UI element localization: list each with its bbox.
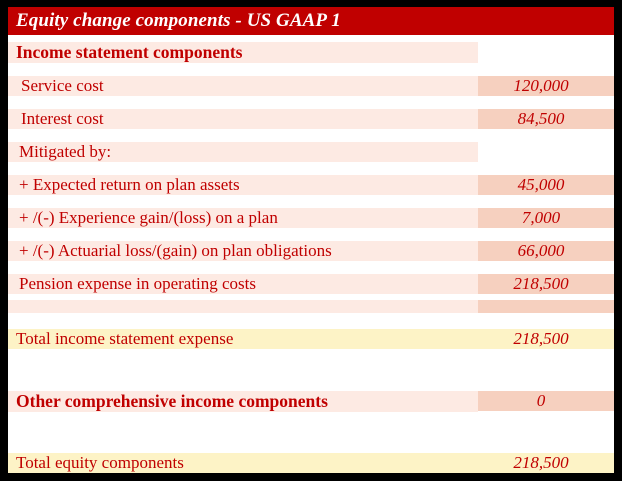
table-row-total-income-statement: [8, 321, 614, 357]
section-header-oci: Other comprehensive income components: [8, 391, 478, 412]
table-row: [8, 234, 614, 267]
row-label-total-income-statement-expense: Total income statement expense: [8, 329, 478, 349]
equity-change-table: [8, 7, 614, 472]
table-row: [8, 35, 614, 69]
oci-spacer-top: [8, 366, 614, 384]
row-value-service-cost: 120,000: [478, 76, 614, 96]
section-header-income-statement: Income statement components: [8, 42, 478, 63]
row-label-total-equity-components: Total equity components: [8, 453, 478, 473]
section-spacer-label: [8, 300, 478, 313]
oci-spacer-bottom: [8, 418, 614, 436]
section-spacer: [8, 300, 614, 313]
table-row-total-equity: [8, 445, 614, 481]
table-row: [8, 69, 614, 102]
row-label-pension-expense-operating-costs: Pension expense in operating costs: [8, 274, 478, 294]
row-value-interest-cost: 84,500: [478, 109, 614, 129]
table-row-oci: [8, 384, 614, 418]
row-label-mitigated-by: Mitigated by:: [8, 142, 478, 162]
row-divider: [8, 313, 614, 321]
section-value-oci: 0: [478, 391, 614, 411]
row-value-total-income-statement-expense: 218,500: [478, 329, 614, 349]
row-label-service-cost: Service cost: [8, 76, 478, 96]
row-divider: [8, 436, 614, 445]
row-label-interest-cost: Interest cost: [8, 109, 478, 129]
row-value-pension-expense-operating-costs: 218,500: [478, 274, 614, 294]
row-value-actuarial-loss-gain: 66,000: [478, 241, 614, 261]
row-label-experience-gain-loss: + /(-) Experience gain/(loss) on a plan: [8, 208, 478, 228]
page-title: Equity change components - US GAAP 1: [8, 7, 614, 35]
row-value-expected-return-on-plan-assets: 45,000: [478, 175, 614, 195]
row-label-actuarial-loss-gain: + /(-) Actuarial loss/(gain) on plan obligations: [8, 241, 478, 261]
row-value-experience-gain-loss: 7,000: [478, 208, 614, 228]
table-row: [8, 201, 614, 234]
row-divider: [8, 357, 614, 366]
row-label-expected-return-on-plan-assets: + Expected return on plan assets: [8, 175, 478, 195]
table-body: [8, 35, 614, 481]
table-row: [8, 135, 614, 168]
table-row: [8, 102, 614, 135]
row-value-total-equity-components: 218,500: [478, 453, 614, 473]
section-spacer-value: [478, 300, 614, 313]
table-row: [8, 168, 614, 201]
table-row: [8, 267, 614, 300]
